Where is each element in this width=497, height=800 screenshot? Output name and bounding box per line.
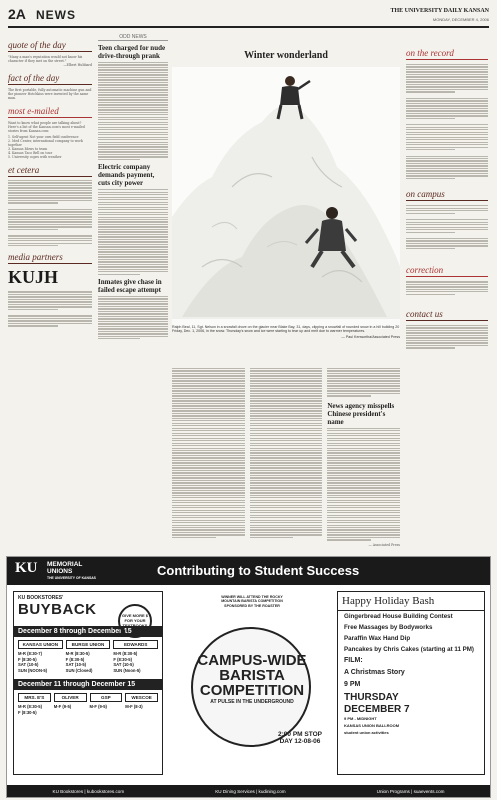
memorial-unions-logo: MEMORIAL UNIONS THE UNIVERSITY OF KANSAS — [47, 561, 96, 580]
holiday-date: DECEMBER 7 — [344, 704, 410, 715]
barista-location: AT PULSE IN THE UNDERGROUND — [210, 699, 294, 705]
odd-news-kicker: ODD NEWS — [98, 34, 168, 41]
quote-of-day-heading: quote of the day — [8, 40, 92, 52]
ad-footer-link[interactable]: KU Dining Services | kudining.com — [215, 788, 286, 794]
most-emailed-item[interactable]: 3. Kansas blows to team — [8, 147, 48, 151]
buyback-range-2: December 11 through December 15 — [14, 679, 162, 690]
sua-logo: student union activities — [344, 730, 389, 735]
store-hours-row-2 — [14, 702, 162, 715]
holiday-bash-panel — [337, 591, 485, 775]
ad-footer — [7, 785, 490, 797]
barista-panel — [177, 591, 327, 775]
masthead: THE UNIVERSITY DAILY KANSAN — [390, 8, 489, 14]
ad-banner — [7, 557, 490, 585]
story-body — [98, 189, 168, 275]
store-hours: M-F (8-3) — [125, 704, 143, 709]
section-title: NEWS — [36, 8, 76, 22]
holiday-time: 9 PM - MIDNIGHT — [344, 716, 377, 721]
contact-body — [406, 325, 488, 349]
feature-title: Winter wonderland — [244, 50, 328, 61]
date-line: MONDAY, DECEMBER 4, 2006 — [432, 17, 489, 22]
holiday-film-title: A Christmas Story — [344, 669, 405, 676]
buyback-coin-icon: GIVE MORE $ FOR YOUR TEXTBOOKS — [118, 604, 152, 638]
ad-banner-slogan: Contributing to Student Success — [157, 563, 360, 578]
most-emailed-item[interactable]: 1. Self-agent Not your own field conference — [8, 135, 79, 139]
holiday-film-time: 9 PM — [344, 681, 361, 688]
lower-articles — [172, 368, 400, 547]
photo-credit: — Paul Kenwortha/Associated Press — [341, 335, 400, 339]
holiday-item: Gingerbread House Building Contest — [344, 613, 453, 620]
most-emailed-intro: Want to know what people are talking about? Here's a list of the Kansan.com's most e-mailed stories from Kansan.com: — [8, 121, 85, 133]
store-name: OLIVER — [54, 693, 87, 702]
fact-of-day-heading: fact of the day — [8, 73, 92, 85]
media-partners-body — [8, 291, 92, 326]
barista-winner-note: WINNER WILL ATTEND THE ROCKY MOUNTAIN BARISTA COMPETITION SPONSORED BY THE ROASTER — [221, 595, 283, 608]
article-column — [250, 368, 323, 547]
buyback-range-1: December 8 through December 15 — [14, 626, 162, 637]
feature-photo-block — [172, 50, 400, 360]
store-name: GSP — [90, 693, 123, 702]
buyback-panel — [13, 591, 163, 775]
store-hours: M-R (8:30-5) F (8:30-5) SAT (10-5) SUN (Noon-5) — [113, 651, 141, 673]
store-name: MRS. E'S — [18, 693, 51, 702]
most-emailed-item[interactable]: 5. University copes with weather — [8, 155, 62, 159]
store-name: KANSAS UNION — [18, 640, 63, 649]
on-the-record-heading: on the record — [406, 48, 488, 60]
story-body — [98, 62, 168, 160]
barista-date: 2:00 PM STOP DAY 12-08-06 — [278, 731, 322, 745]
store-row-1 — [14, 637, 162, 649]
quote-attribution: —Elbert Hubbard — [63, 63, 92, 67]
buyback-title: BUYBACK — [18, 601, 97, 618]
quote-text: "Many a man's reputation would not know his character if they met on the street." — [8, 55, 83, 63]
right-column — [406, 44, 488, 549]
page-number: 2A — [8, 6, 26, 22]
article-column — [327, 368, 400, 547]
store-name: EDWARDS — [113, 640, 158, 649]
media-partners-heading: media partners — [8, 252, 92, 264]
campus-body — [406, 205, 488, 249]
ad-footer-link[interactable]: KU Bookstores | kubookstores.com — [52, 788, 125, 794]
store-hours: M-F (9-5) — [89, 704, 107, 709]
left-column — [8, 34, 92, 544]
article-column — [172, 368, 245, 547]
headline-inmates[interactable]: Inmates give chase in failed escape attempt — [98, 277, 162, 294]
store-hours: M-R (8:30-5) F (8:30-5) — [18, 704, 42, 715]
holiday-day: THURSDAY — [344, 692, 399, 703]
most-emailed-item[interactable]: 4. Kansas Taco Bell on tour — [8, 151, 53, 155]
headline-nude-prank[interactable]: Teen charged for nude drive-through prank — [98, 44, 166, 60]
ap-credit: — Associated Press — [368, 542, 400, 547]
holiday-item: Paraffin Wax Hand Dip — [344, 635, 411, 642]
page-header — [8, 6, 489, 28]
odd-news-column — [98, 34, 168, 539]
holiday-film-label: FILM: — [344, 657, 363, 664]
store-hours: M-R (8:30-7) F (8:30-5) SAT (10-5) SUN (NOON-5) — [18, 651, 48, 673]
store-hours-row-1 — [14, 649, 162, 673]
correction-body — [406, 281, 488, 295]
buyback-pre: KU BOOKSTORES' — [18, 595, 64, 601]
et-cetera-body — [8, 180, 92, 246]
correction-heading: correction — [406, 265, 488, 277]
snow-photo-illustration — [172, 67, 400, 319]
barista-title: CAMPUS-WIDE BARISTA COMPETITION — [197, 652, 307, 699]
memorial-unions-ad[interactable] — [6, 556, 491, 798]
feature-caption: Ralph Beal, 11, Sgt. Nelson in a snowfall drove on the glacier near Blake Bay, 31, days, clipping a snowfall of rounded snow in a hill building 20 Friday, Dec. 1, 2006, in the snow. Thursday's snow and ice were starting to tear up and melt due to warmer temperatures. — [172, 325, 400, 333]
store-hours: M-R (8:30-5) F (8:30-5) SAT (10-5) SUN (Closed) — [65, 651, 93, 673]
holiday-item: Pancakes by Chris Cakes (starting at 11 PM) — [344, 646, 474, 653]
contact-us-heading: contact us — [406, 309, 488, 321]
store-row-2 — [14, 690, 162, 702]
holiday-place: KANSAS UNION BALLROOM — [344, 723, 400, 728]
holiday-title: Happy Holiday Bash — [338, 592, 484, 611]
story-body — [98, 296, 168, 340]
headline-misspells-name[interactable]: News agency misspells Chinese president's name — [327, 401, 395, 426]
most-emailed-item[interactable]: 2. Med Center, international company to work together — [8, 139, 83, 147]
store-hours: M-F (9-5) — [53, 704, 72, 709]
most-emailed-heading: most e-mailed — [8, 106, 92, 118]
store-name: BURGE UNION — [66, 640, 111, 649]
fact-text: The first portable, fully automatic machine gun and the pioneer Hotchkiss were invented by the same man. — [8, 88, 92, 100]
ad-footer-link[interactable]: Union Programs | suaevents.com — [376, 788, 445, 794]
headline-electric-company[interactable]: Electric company demands payment, cuts city power — [98, 163, 155, 188]
holiday-item: Free Massages by Bodyworks — [344, 624, 433, 631]
on-campus-heading: on campus — [406, 189, 488, 201]
ku-logo: KU — [15, 560, 38, 576]
snow-pile-photo — [172, 67, 400, 339]
store-name: WESCOE — [125, 693, 158, 702]
kujh-logo: KUJH — [8, 267, 59, 288]
record-body — [406, 64, 488, 179]
et-cetera-heading: et cetera — [8, 165, 92, 177]
